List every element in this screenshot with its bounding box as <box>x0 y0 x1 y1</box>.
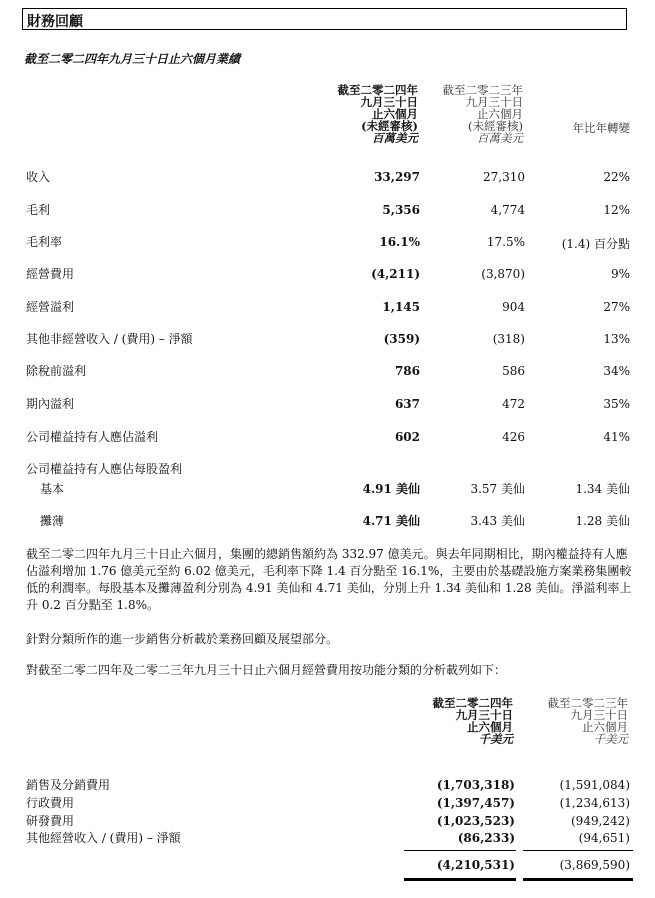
value-prior: 904 <box>502 300 525 314</box>
value-prior: 472 <box>502 397 525 411</box>
value-change: 9% <box>610 267 630 281</box>
value-change: 34% <box>603 364 630 378</box>
hdr-line: 止六個月 <box>477 107 523 121</box>
value-prior: (94,651) <box>578 831 630 845</box>
row-label: 期內溢利 <box>26 397 75 411</box>
row-label: 行政費用 <box>26 796 75 810</box>
hdr-line: 九月三十日 <box>455 708 513 722</box>
results-heading: 截至二零二四年九月三十日止六個月業績 <box>24 52 241 66</box>
value-prior: (1,234,613) <box>559 796 630 810</box>
value-prior: (949,242) <box>571 814 630 828</box>
value-current: 33,297 <box>374 170 420 184</box>
hdr-line: 截至二零二三年 <box>442 83 523 97</box>
value-prior: 4,774 <box>490 203 525 217</box>
eps-prior: 3.43 美仙 <box>470 514 525 528</box>
value-current: 5,356 <box>382 203 420 217</box>
total-rule-current <box>404 878 516 881</box>
row-label: 銷售及分銷費用 <box>26 778 111 792</box>
value-prior: (3,870) <box>481 267 525 281</box>
eps-current: 4.91 美仙 <box>362 482 420 496</box>
row-label: 研發費用 <box>26 814 75 828</box>
opex-intro: 對截至二零二四年及二零二三年九月三十日止六個月經營費用按功能分類的分析載列如下： <box>26 663 507 677</box>
hdr-unit: 百萬美元 <box>477 131 523 145</box>
hdr-line: 截至二零二三年 <box>547 696 628 710</box>
value-change: 41% <box>603 430 630 444</box>
subtotal-rule-prior <box>523 850 633 851</box>
value-current: (86,233) <box>457 831 515 845</box>
hdr-line: 九月三十日 <box>360 95 418 109</box>
row-label: 經營溢利 <box>26 300 75 314</box>
table1-header-change: 年比年轉變 <box>572 121 630 135</box>
hdr-unit: 千美元 <box>593 732 628 746</box>
row-label: 毛利率 <box>26 235 63 249</box>
value-change: (1.4) 百分點 <box>561 237 630 251</box>
eps-change: 1.28 美仙 <box>575 514 630 528</box>
row-label: 公司權益持有人應佔溢利 <box>26 430 159 444</box>
value-current: 1,145 <box>382 300 420 314</box>
hdr-line: 九月三十日 <box>570 708 628 722</box>
hdr-line: 截至二零二四年 <box>432 696 513 710</box>
eps-current: 4.71 美仙 <box>362 514 420 528</box>
subtotal-rule-current <box>404 850 516 851</box>
row-label: 其他非經營收入 / (費用) – 淨額 <box>26 332 193 346</box>
value-current: (1,397,457) <box>436 796 515 810</box>
hdr-unit: 百萬美元 <box>372 131 418 145</box>
hdr-unit: 千美元 <box>478 732 513 746</box>
eps-row-label: 攤薄 <box>40 514 65 528</box>
segment-note: 針對分類所作的進一步銷售分析載於業務回顧及展望部分。 <box>26 632 339 646</box>
eps-label: 公司權益持有人應佔每股盈利 <box>26 462 183 476</box>
hdr-line: (未經審核) <box>361 119 418 133</box>
hdr-line: 止六個月 <box>467 720 513 734</box>
hdr-line: 九月三十日 <box>465 95 523 109</box>
table2-header-prior <box>510 697 628 745</box>
hdr-line: 截至二零二四年 <box>337 83 418 97</box>
value-prior: 586 <box>502 364 525 378</box>
total-current: (4,210,531) <box>436 858 515 872</box>
total-prior: (3,869,590) <box>559 858 630 872</box>
table1-header-current <box>300 84 418 144</box>
row-label: 經營費用 <box>26 267 75 281</box>
eps-row-label: 基本 <box>40 482 65 496</box>
value-current: (1,023,523) <box>436 814 515 828</box>
row-label: 除稅前溢利 <box>26 364 87 378</box>
row-label: 收入 <box>26 170 51 184</box>
value-current: (4,211) <box>371 267 420 281</box>
value-current: 602 <box>394 430 420 444</box>
row-label: 其他經營收入 / (費用) – 淨額 <box>26 831 181 845</box>
value-change: 13% <box>603 332 630 346</box>
value-prior: (318) <box>492 332 525 346</box>
table2-header-current <box>395 697 513 745</box>
value-current: (1,703,318) <box>436 778 515 792</box>
value-current: 637 <box>394 397 420 411</box>
total-rule-prior <box>523 878 633 881</box>
value-prior: (1,591,084) <box>559 778 630 792</box>
value-change: 22% <box>603 170 630 184</box>
table1-header-prior <box>405 84 523 144</box>
value-prior: 426 <box>502 430 525 444</box>
value-change: 12% <box>603 203 630 217</box>
value-change: 27% <box>603 300 630 314</box>
eps-prior: 3.57 美仙 <box>470 482 525 496</box>
eps-change: 1.34 美仙 <box>575 482 630 496</box>
section-title-box <box>22 8 627 30</box>
value-prior: 27,310 <box>483 170 525 184</box>
hdr-line: 止六個月 <box>372 107 418 121</box>
value-current: 16.1% <box>379 235 420 249</box>
summary-paragraph: 截至二零二四年九月三十日止六個月，集團的總銷售額約為 332.97 億美元。與去年同期相比，期內權益持有人應佔溢利增加 1.76 億美元至約 6.02 億美元，毛利率下降 1.4 百分點至 16.1%，主要由於基礎設施方案業務集團較低的利潤率。每股基本及攤薄盈利分別為 4.91 美仙和 4.71 美仙，分別上升 1.34 美仙和 1.28 美仙。淨溢利率上升 0.2 百分點至 1.8%。 <box>26 547 632 612</box>
row-label: 毛利 <box>26 203 51 217</box>
hdr-line: (未經審核) <box>468 119 523 133</box>
value-current: 786 <box>394 364 420 378</box>
value-change: 35% <box>603 397 630 411</box>
section-title: 財務回顧 <box>27 14 83 30</box>
value-current: (359) <box>383 332 420 346</box>
hdr-line: 止六個月 <box>582 720 628 734</box>
value-prior: 17.5% <box>486 235 525 249</box>
